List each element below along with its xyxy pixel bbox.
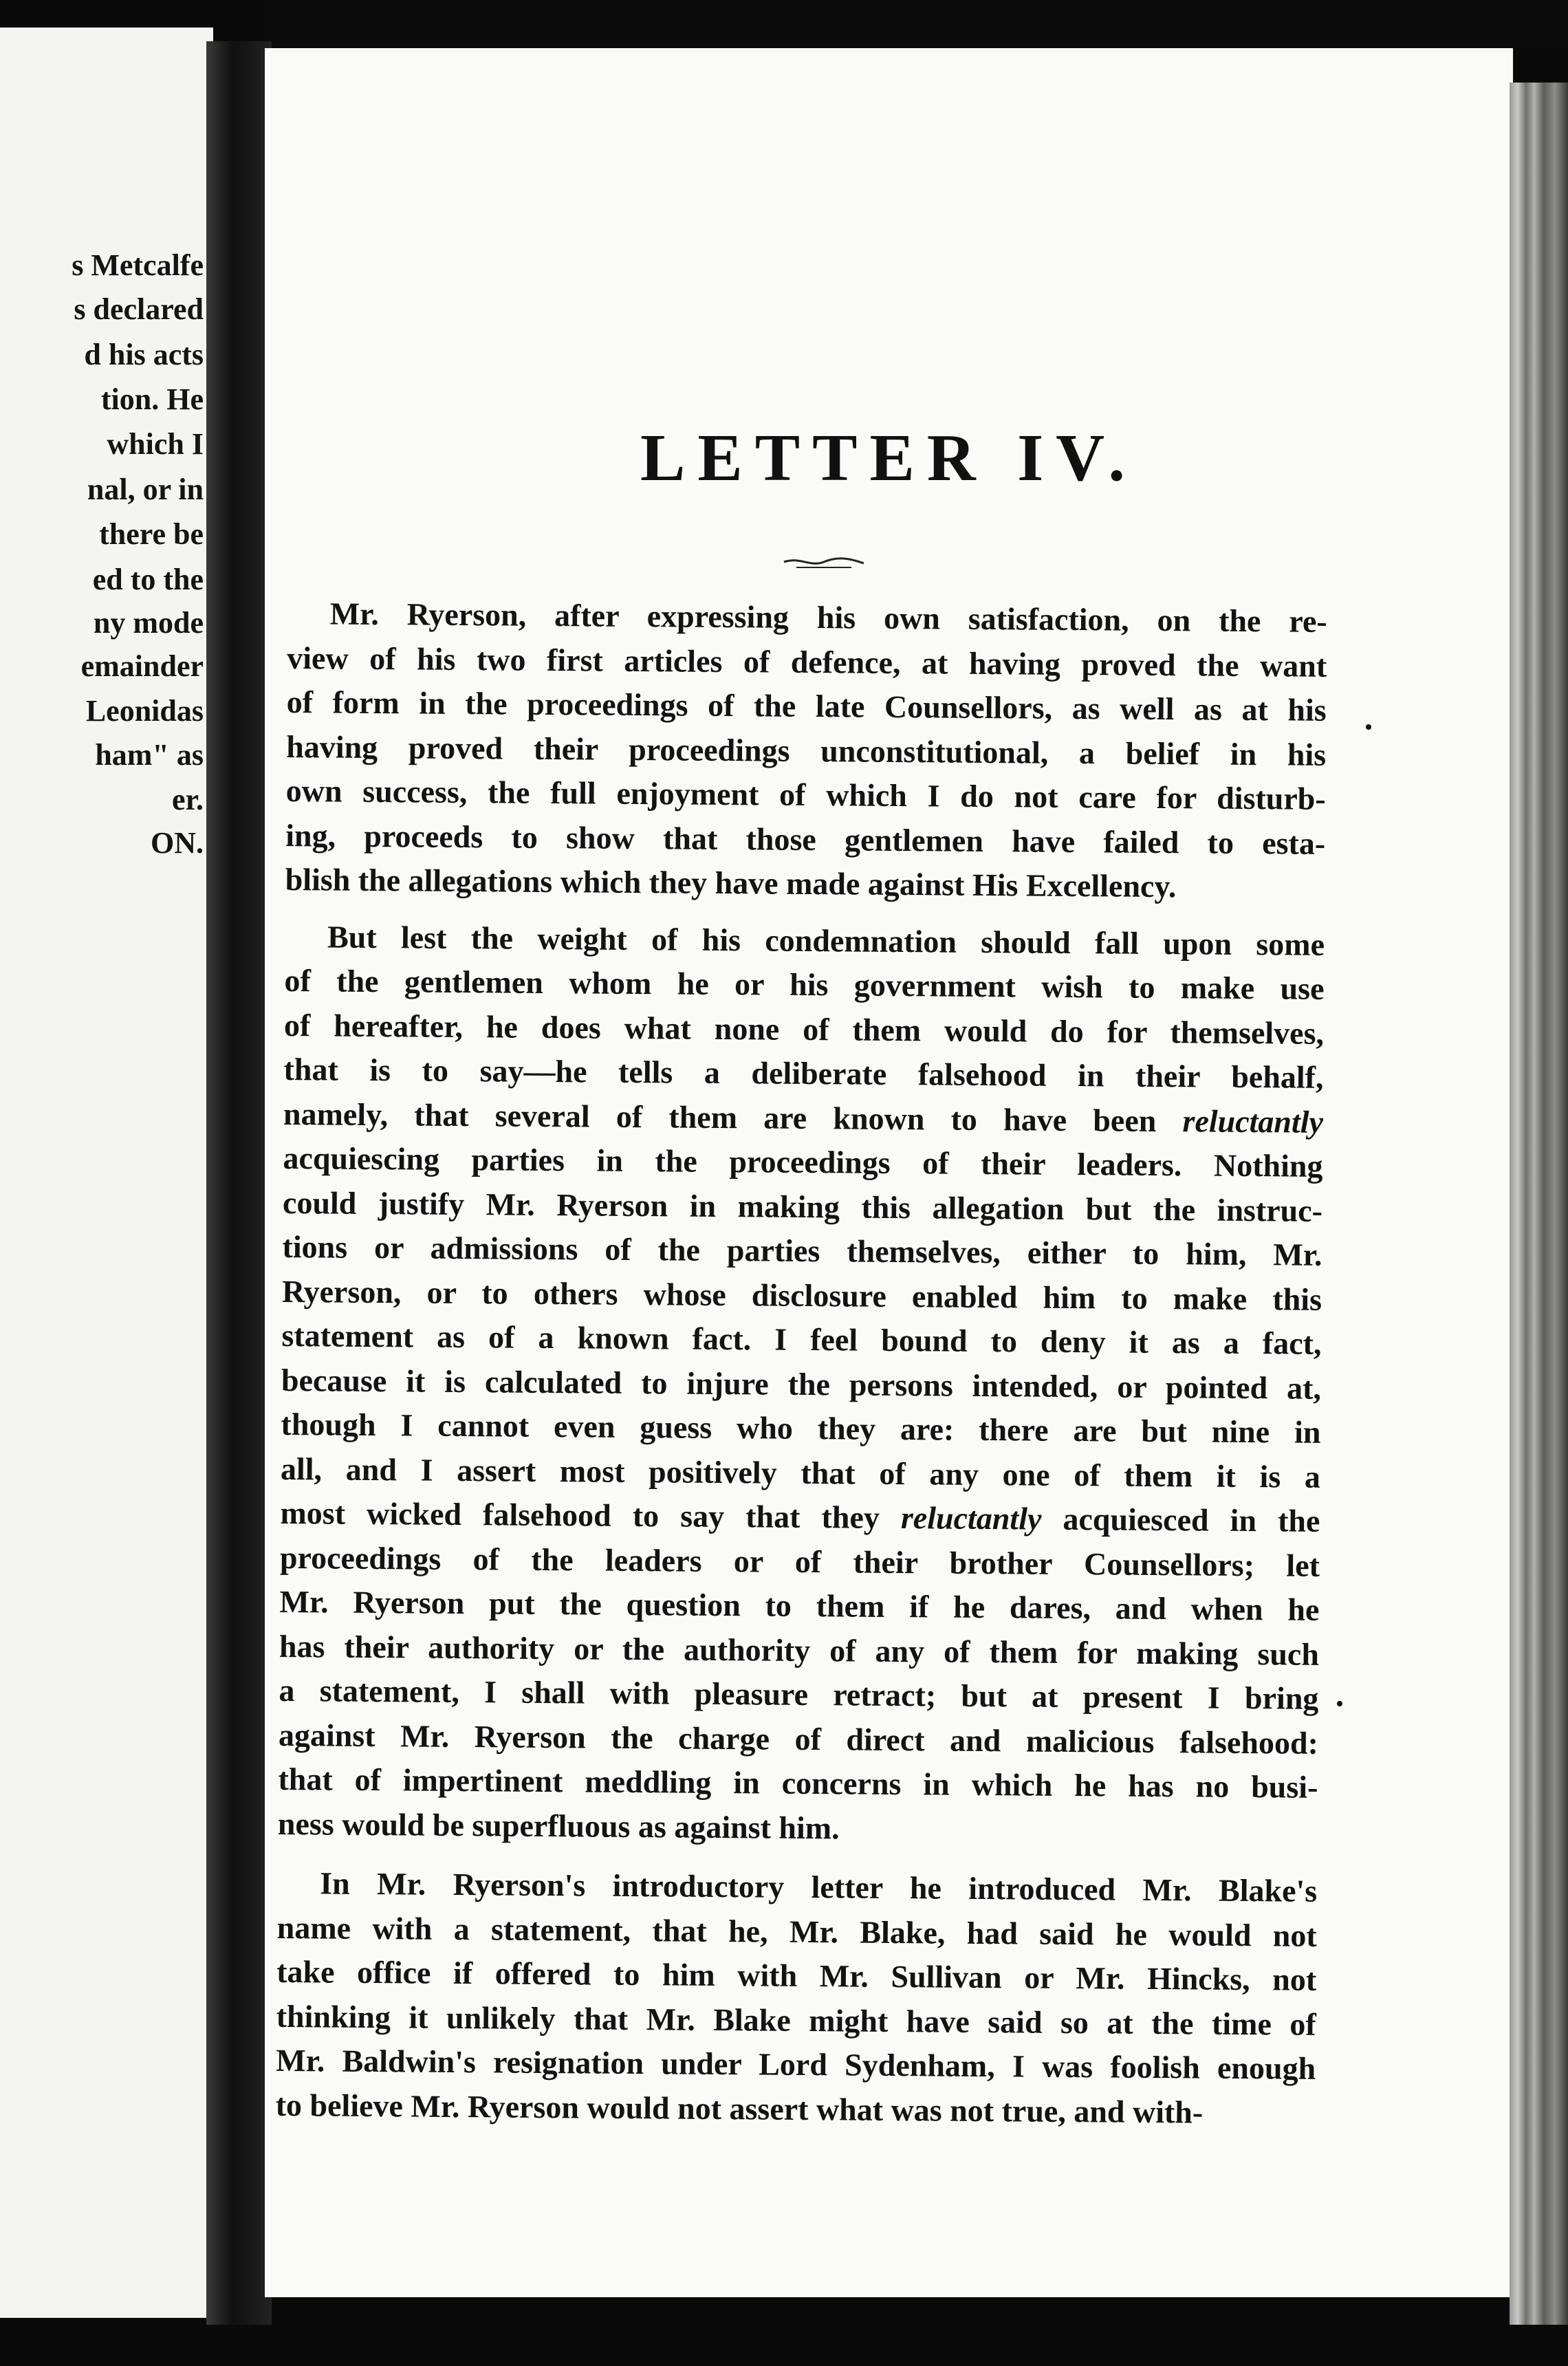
facing-page-line: nal, or in	[87, 473, 204, 506]
margin-mark	[1337, 1701, 1342, 1706]
facing-page-line: s Metcalfe	[72, 248, 204, 282]
facing-page-line: ham" as	[95, 738, 204, 772]
text-line: ing, proceeds to show that those gentlemen have failed to esta-	[285, 817, 1326, 861]
text-line: of the gentlemen whom he or his government wish to make use	[284, 962, 1325, 1006]
text-line: against Mr. Ryerson the charge of direct and malicious falsehood:	[278, 1717, 1319, 1761]
text-line: though I cannot even guess who they are: there are but nine in	[281, 1406, 1321, 1450]
facing-page	[0, 28, 213, 2318]
text-line: of form in the proceedings of the late Counsellors, as well as at his	[286, 684, 1327, 728]
paragraph	[285, 592, 1327, 910]
facing-page-line: there be	[99, 517, 204, 551]
text-line: because it is calculated to injure the persons intended, or pointed at,	[281, 1362, 1322, 1406]
text-line: In Mr. Ryerson's introductory letter he introduced Mr. Blake's	[320, 1865, 1318, 1909]
text-line: a statement, I shall with pleasure retract; but at present I bring	[279, 1672, 1319, 1716]
text-line: having proved their proceedings unconstitutional, a belief in his	[286, 728, 1327, 772]
facing-page-line: which I	[107, 427, 204, 461]
scan-top-border	[265, 0, 1568, 48]
page-title: LETTER IV.	[640, 421, 1137, 495]
text-line: acquiescing parties in the proceedings of their leaders. Nothing	[283, 1140, 1323, 1184]
text-line: take office if offered to him with Mr. Sullivan or Mr. Hincks, not	[276, 1953, 1317, 1997]
facing-page-line: Leonidas	[85, 694, 204, 728]
facing-page-line: ed to the	[92, 563, 204, 596]
text-line: name with a statement, that he, Mr. Blake, had said he would not	[276, 1909, 1317, 1953]
title-ornament-rule	[783, 552, 865, 573]
facing-page-line: d his acts	[84, 338, 204, 371]
text-line: Mr. Ryerson put the question to them if he dares, and when he	[279, 1583, 1320, 1627]
text-line: blish the allegations which they have made against His Excellency.	[285, 861, 1177, 904]
text-line: statement as of a known fact. I feel bound to deny it as a fact,	[281, 1317, 1322, 1361]
text-line: ness would be superfluous as against him.	[277, 1805, 840, 1845]
text-line: all, and I assert most positively that of any one of them it is a	[280, 1451, 1321, 1495]
text-line: that is to say—he tells a deliberate falsehood in their behalf,	[283, 1051, 1324, 1095]
text-line: tions or admissions of the parties themselves, either to him, Mr.	[282, 1228, 1322, 1272]
text-line: Mr. Ryerson, after expressing his own satisfaction, on the re-	[329, 596, 1327, 639]
margin-mark	[1366, 724, 1371, 730]
facing-page-line: tion. He	[100, 382, 204, 416]
text-line: view of his two first articles of defence, at having proved the want	[287, 640, 1327, 684]
page-gutter	[206, 41, 272, 2325]
text-line: proceedings of the leaders or of their brother Counsellors; let	[279, 1539, 1320, 1583]
text-line: of hereafter, he does what none of them would do for themselves,	[283, 1007, 1325, 1051]
page-stack-edge	[1510, 83, 1568, 2325]
text-line: own success, the full enjoyment of which I do not care for disturb-	[285, 772, 1326, 816]
facing-page-line: ON.	[151, 826, 204, 860]
facing-page-line: emainder	[80, 649, 204, 683]
facing-page-line: s declared	[74, 292, 204, 326]
text-line: that of impertinent meddling in concerns in which he has no busi-	[278, 1761, 1318, 1805]
text-line: to believe Mr. Ryerson would not assert what was not true, and with-	[275, 2087, 1204, 2130]
letter-body	[275, 592, 1327, 2136]
text-line: has their authority or the authority of any of them for making such	[279, 1628, 1320, 1672]
text-line: Ryerson, or to others whose disclosure enabled him to make this	[281, 1273, 1322, 1317]
paragraph	[278, 914, 1325, 1854]
text-line: But lest the weight of his condemnation should fall upon some	[327, 918, 1325, 962]
emphasis: reluctantly	[900, 1500, 1042, 1537]
facing-page-line: ny mode	[93, 606, 204, 640]
text-line: most wicked falsehood to say that they reluctantly acquiesced in the	[280, 1495, 1320, 1539]
text-line: Mr. Baldwin's resignation under Lord Sydenham, I was foolish enough	[276, 2042, 1316, 2086]
text-line: could justify Mr. Ryerson in making this allegation but the instruc-	[282, 1184, 1323, 1228]
paragraph	[275, 1861, 1317, 2136]
emphasis: reluctantly	[1182, 1103, 1324, 1140]
text-line: thinking it unlikely that Mr. Blake might have said so at the time of	[276, 1998, 1316, 2042]
facing-page-line: er.	[171, 783, 204, 816]
text-line: namely, that several of them are known to have been reluctantly	[283, 1096, 1324, 1140]
